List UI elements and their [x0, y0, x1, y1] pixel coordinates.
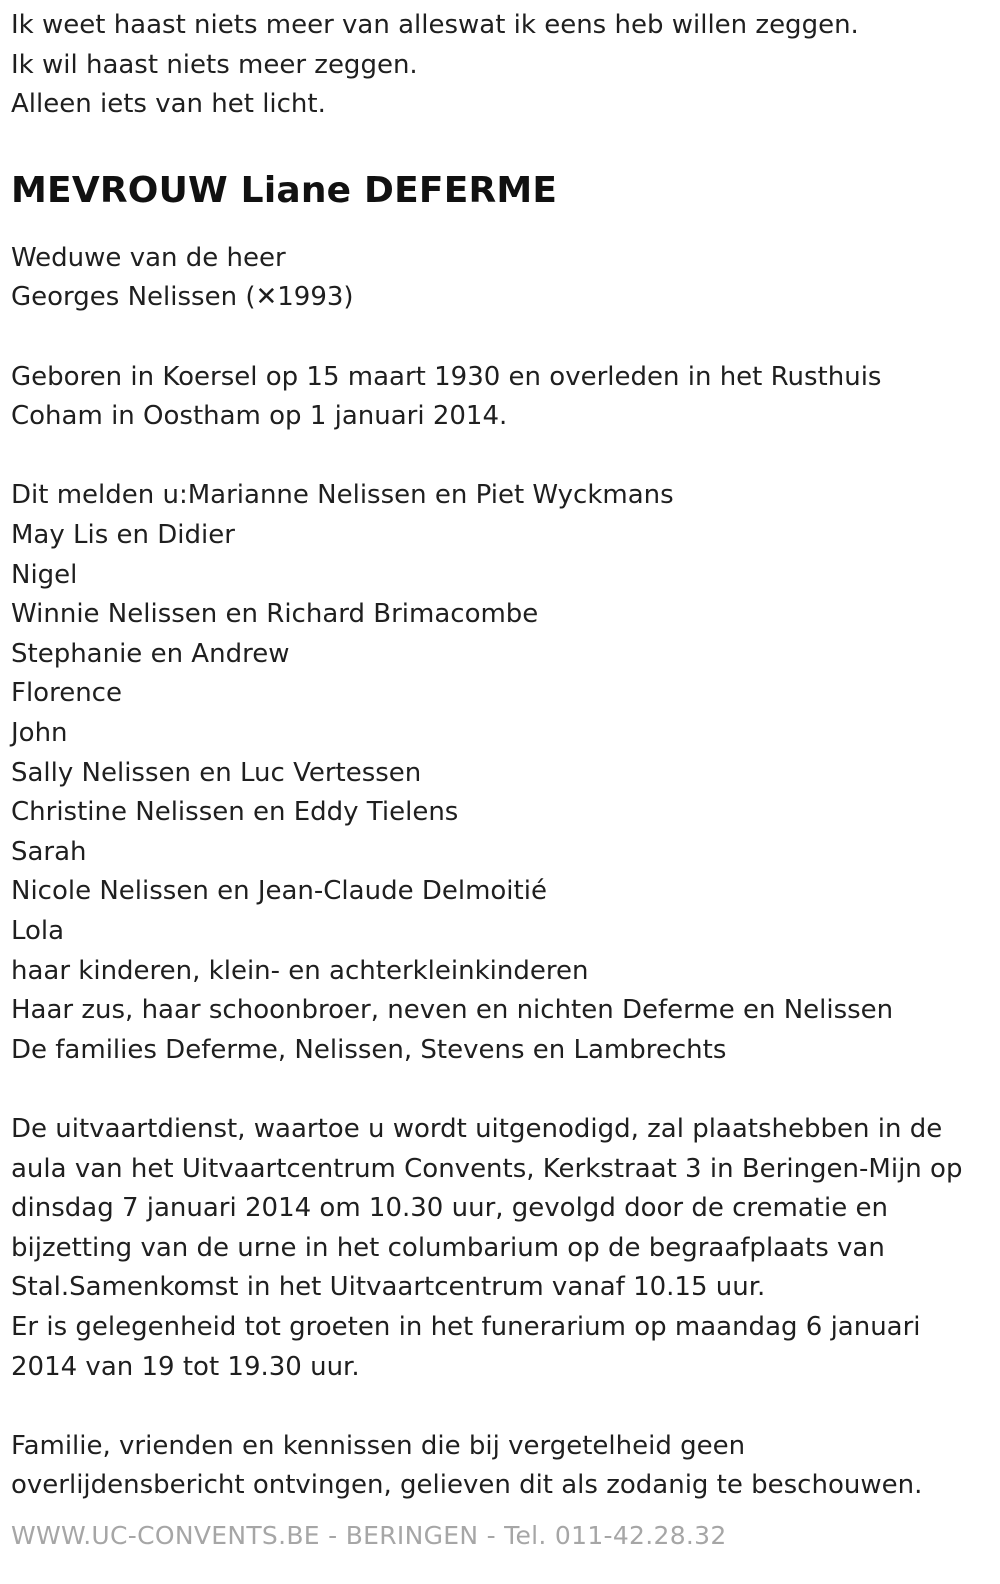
family-line: Nicole Nelissen en Jean-Claude Delmoitié	[11, 876, 547, 907]
deceased-name-title: MEVROUW Liane DEFERME	[11, 169, 558, 211]
notice-line: overlijdensbericht ontvingen, gelieven dit als zodanig te beschouwen.	[11, 1470, 923, 1501]
family-line: Nigel	[11, 559, 78, 590]
service-line: dinsdag 7 januari 2014 om 10.30 uur, gevolgd door de crematie en	[11, 1193, 888, 1224]
family-line: haar kinderen, klein- en achterkleinkinderen	[11, 955, 589, 986]
service-line: De uitvaartdienst, waartoe u wordt uitgenodigd, zal plaatshebben in de	[11, 1113, 943, 1144]
family-line: May Lis en Didier	[11, 520, 235, 551]
family-line: Haar zus, haar schoonbroer, neven en nichten Deferme en Nelissen	[11, 995, 894, 1026]
family-line: Winnie Nelissen en Richard Brimacombe	[11, 599, 539, 630]
obituary-document	[11, 0, 991, 1506]
family-line: Sally Nelissen en Luc Vertessen	[11, 757, 422, 788]
spouse-line: Georges Nelissen (✕1993)	[11, 282, 354, 313]
service-line: bijzetting van de urne in het columbarium op de begraafplaats van	[11, 1232, 885, 1263]
poem	[11, 0, 991, 125]
birth-death-info	[11, 358, 991, 437]
family-line: Christine Nelissen en Eddy Tielens	[11, 797, 459, 828]
family-line: Sarah	[11, 836, 87, 867]
birth-line: Coham in Oostham op 1 januari 2014.	[11, 401, 508, 432]
birth-line: Geboren in Koersel op 15 maart 1930 en overleden in het Rusthuis	[11, 361, 882, 392]
family-line: Florence	[11, 678, 122, 709]
service-line: aula van het Uitvaartcentrum Convents, Kerkstraat 3 in Beringen-Mijn op	[11, 1153, 963, 1184]
service-line: Er is gelegenheid tot groeten in het funerarium op maandag 6 januari	[11, 1311, 921, 1342]
family-line: De families Deferme, Nelissen, Stevens en Lambrechts	[11, 1034, 727, 1065]
footer-contact: WWW.UC-CONVENTS.BE - BERINGEN - Tel. 011-42.28.32	[11, 1521, 727, 1550]
poem-line: Alleen iets van het licht.	[11, 89, 326, 120]
spouse-info	[11, 239, 991, 318]
notice-line: Familie, vrienden en kennissen die bij vergetelheid geen	[11, 1430, 746, 1461]
family-line: John	[11, 718, 68, 749]
spouse-line: Weduwe van de heer	[11, 242, 286, 273]
family-list	[11, 476, 991, 1070]
service-info	[11, 1110, 991, 1387]
poem-line: Ik wil haast niets meer zeggen.	[11, 49, 418, 80]
service-line: 2014 van 19 tot 19.30 uur.	[11, 1351, 360, 1382]
family-line: Stephanie en Andrew	[11, 638, 290, 669]
service-line: Stal.Samenkomst in het Uitvaartcentrum vanaf 10.15 uur.	[11, 1272, 766, 1303]
poem-line: Ik weet haast niets meer van alleswat ik eens heb willen zeggen.	[11, 10, 859, 40]
family-line: Dit melden u:Marianne Nelissen en Piet Wyckmans	[11, 480, 674, 511]
notice	[11, 1427, 991, 1506]
family-line: Lola	[11, 915, 65, 946]
